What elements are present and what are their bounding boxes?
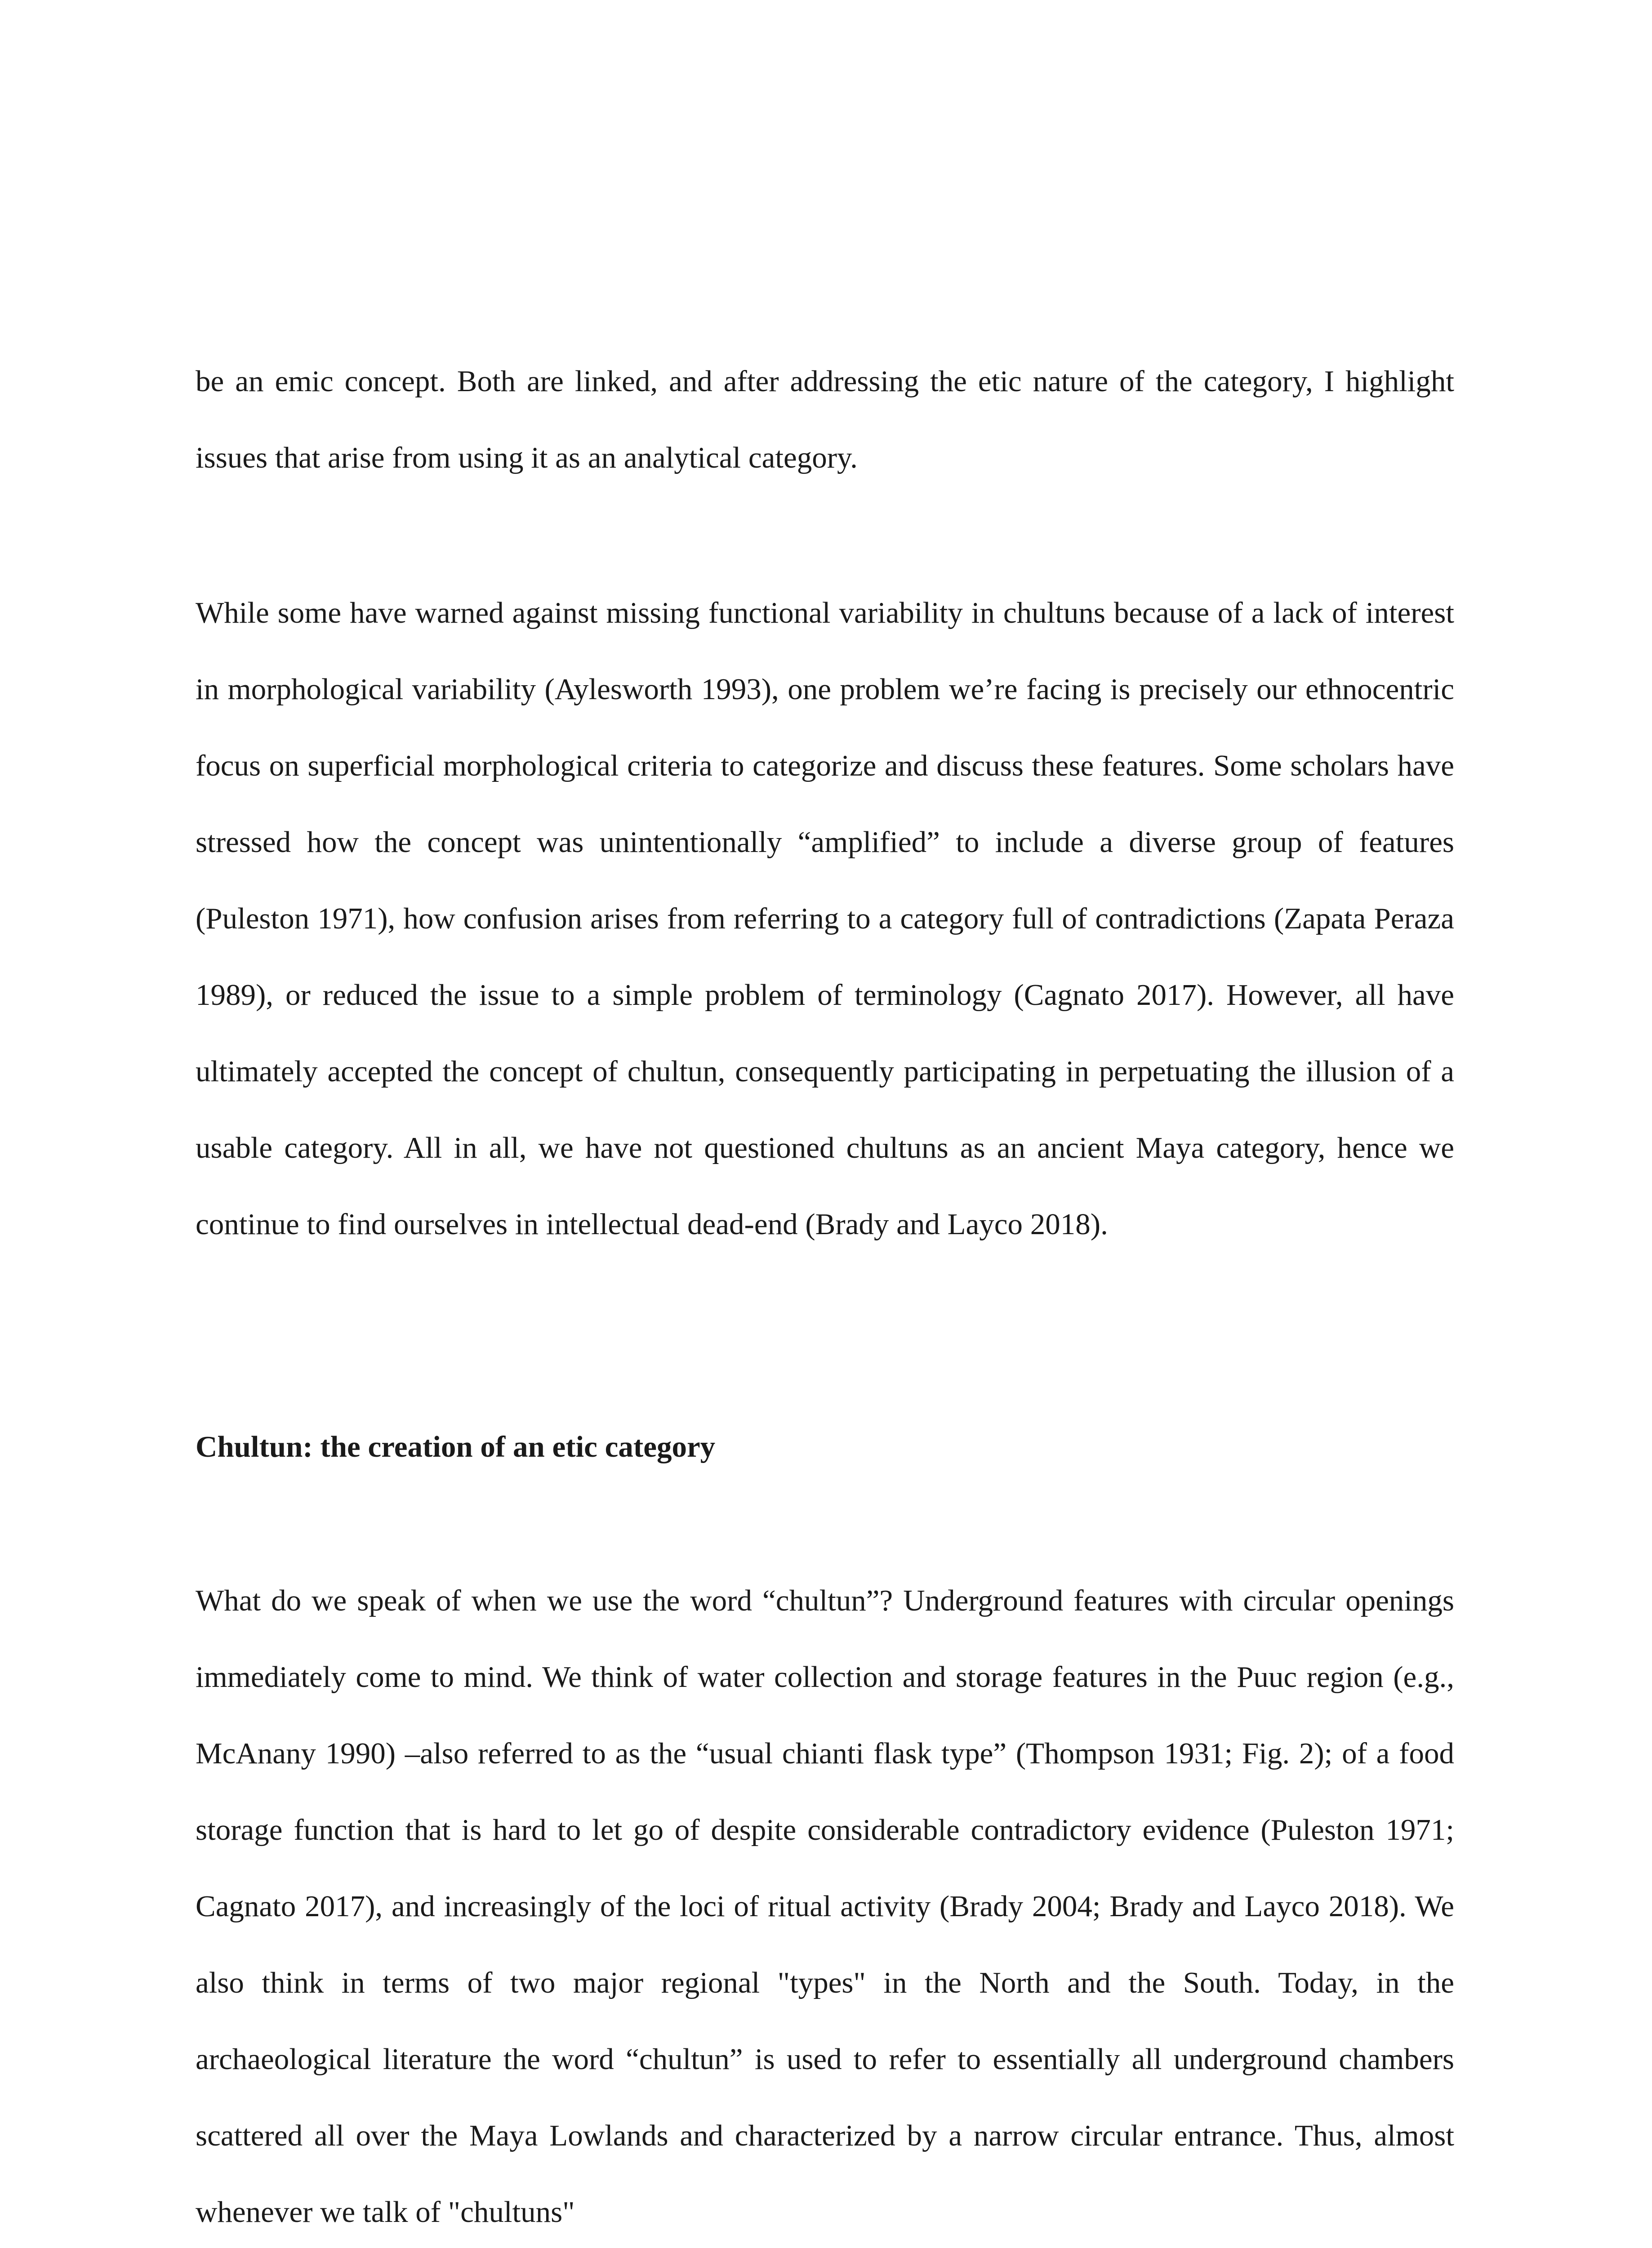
text-block-critique	[196, 575, 1454, 1262]
section-heading: Chultun: the creation of an etic category	[196, 1430, 716, 1463]
text-block-heading	[196, 1409, 1454, 1485]
paragraph-section-body: What do we speak of when we use the word “chultun”? Underground features with circular openings immediately come to mind. We think of water collection and storage features in the Puuc region (e.g., McAnany 1990) –also referred to as the “usual chianti flask type” (Thompson 1931; Fig. 2); of a food storage function that is hard to let go of despite considerable contradictory evidence (Puleston 1971; Cagnato 2017), and increasingly of the loci of ritual activity (Brady 2004; Brady and Layco 2018). We also think in terms of two major regional "types" in the North and the South. Today, in the archaeological literature the word “chultun” is used to refer to essentially all underground chambers scattered all over the Maya Lowlands and characterized by a narrow circular entrance. Thus, almost whenever we talk of "chultuns"	[196, 1584, 1454, 2229]
paragraph-critique: While some have warned against missing functional variability in chultuns because of a lack of interest in morphological variability (Aylesworth 1993), one problem we’re facing is precisely our ethnocentric focus on superficial morphological criteria to categorize and discuss these features. Some scholars have stressed how the concept was unintentionally “amplified” to include a diverse group of features (Puleston 1971), how confusion arises from referring to a category full of contradictions (Zapata Peraza 1989), or reduced the issue to a simple problem of terminology (Cagnato 2017). However, all have ultimately accepted the concept of chultun, consequently participating in perpetuating the illusion of a usable category. All in all, we have not questioned chultuns as an ancient Maya category, hence we continue to find ourselves in intellectual dead-end (Brady and Layco 2018).	[196, 596, 1454, 1241]
paragraph-intro-continuation: be an emic concept. Both are linked, and after addressing the etic nature of the category, I highlight issues that arise from using it as an analytical category.	[196, 365, 1454, 474]
text-block-section	[196, 1562, 1454, 2248]
text-block-intro	[196, 343, 1454, 496]
